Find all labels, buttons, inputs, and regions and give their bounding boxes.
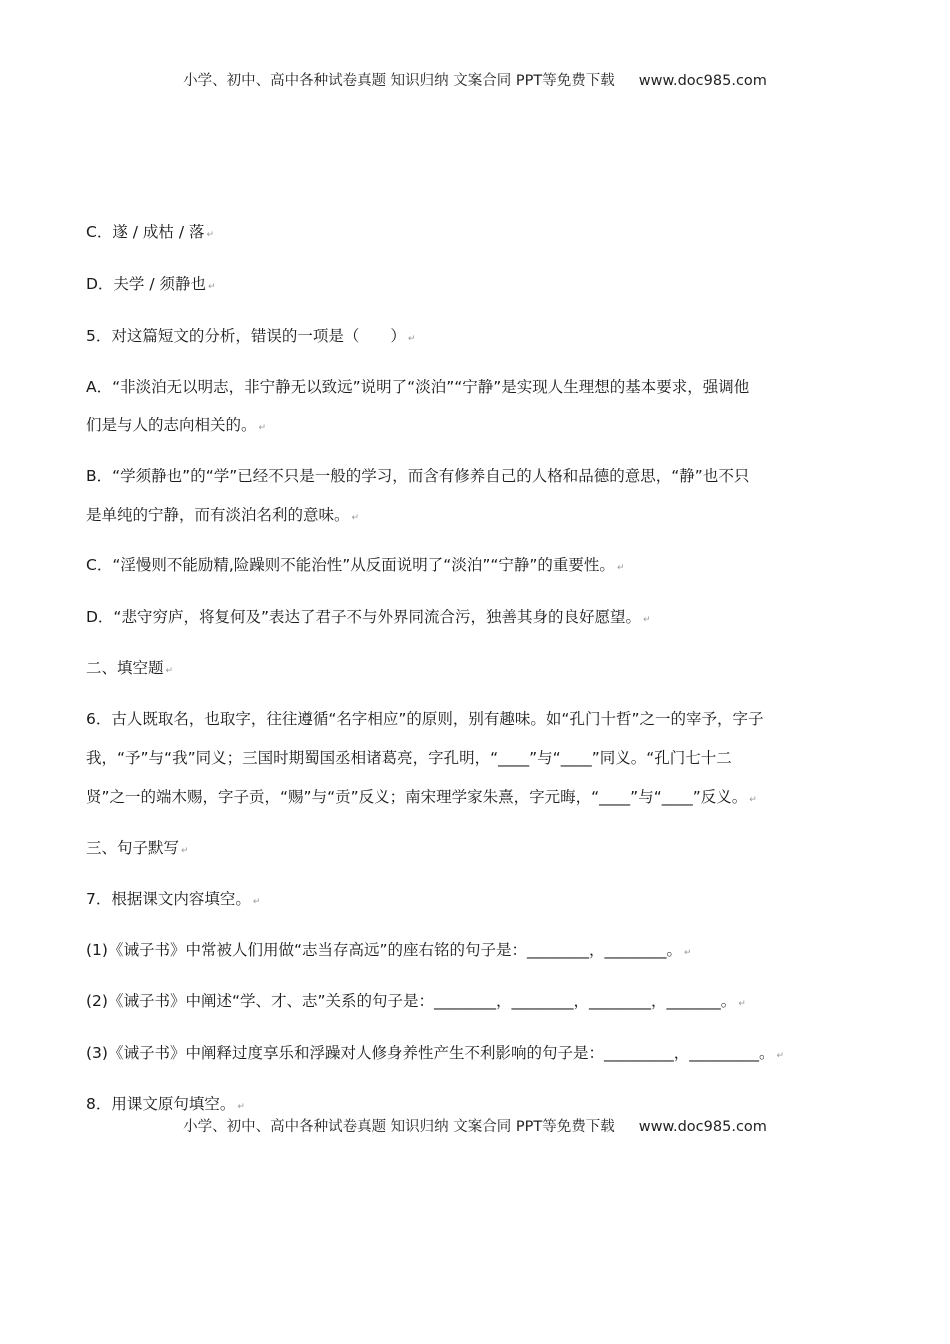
question-7-part1: (1)《诫子书》中常被人们用做“志当存高远”的座右铭的句子是：________，________。 ↵ xyxy=(86,941,692,959)
footer-url[interactable]: www.doc985.com xyxy=(638,1119,767,1135)
question-5: 5．对这篇短文的分析，错误的一项是（ ） ↵ xyxy=(86,327,416,345)
option-b-q5-line1: B．“学须静也”的“学”已经不只是一般的学习，而含有修养自己的人格和品德的意思，“静”也不只 xyxy=(86,467,750,485)
header-url[interactable]: www.doc985.com xyxy=(638,73,767,89)
option-a-q5-line1: A．“非淡泊无以明志，非宁静无以致远”说明了“淡泊”“宁静”是实现人生理想的基本要求，强调他 xyxy=(86,378,750,396)
question-7-part3: (3)《诫子书》中阐释过度享乐和浮躁对人修身养性产生不利影响的句子是：_________，_________。 ↵ xyxy=(86,1044,785,1062)
page-footer xyxy=(0,1115,950,1136)
section-dictation-heading: 三、句子默写 ↵ xyxy=(86,839,189,857)
question-7-part2: (2)《诫子书》中阐述“学、才、志”关系的句子是：________，________，________，_______。 ↵ xyxy=(86,992,746,1010)
option-d-q4: D．夫学 / 须静也 ↵ xyxy=(86,275,216,293)
question-8: 8．用课文原句填空。 ↵ xyxy=(86,1095,245,1113)
option-c-q4: C．遂 / 成枯 / 落 ↵ xyxy=(86,223,215,241)
question-7: 7．根据课文内容填空。 ↵ xyxy=(86,890,261,908)
header-text: 小学、初中、高中各种试卷真题 知识归纳 文案合同 PPT等免费下载 xyxy=(183,73,615,89)
option-b-q5-line2: 是单纯的宁静，而有淡泊名利的意味。 ↵ xyxy=(86,506,360,524)
question-6-line3: 贤”之一的端木赐，字子贡，“赐”与“贡”反义；南宋理学家朱熹，字元晦，“____”与“____”反义。 ↵ xyxy=(86,788,757,806)
option-d-q5: D．“悲守穷庐，将复何及”表达了君子不与外界同流合污，独善其身的良好愿望。 ↵ xyxy=(86,608,651,626)
option-a-q5-line2: 们是与人的志向相关的。 ↵ xyxy=(86,416,267,434)
page-header xyxy=(0,69,950,90)
question-6-line1: 6．古人既取名，也取字，往往遵循“名字相应”的原则，别有趣味。如“孔门十哲”之一的宰予，字子 xyxy=(86,710,764,728)
option-c-q5: C．“淫慢则不能励精,险躁则不能治性”从反面说明了“淡泊”“宁静”的重要性。 ↵ xyxy=(86,556,625,574)
question-6-line2: 我，“予”与“我”同义；三国时期蜀国丞相诸葛亮，字孔明，“____”与“____”同义。“孔门七十二 xyxy=(86,749,732,767)
section-fill-blank-heading: 二、填空题 ↵ xyxy=(86,659,174,677)
footer-text: 小学、初中、高中各种试卷真题 知识归纳 文案合同 PPT等免费下载 xyxy=(183,1119,615,1135)
